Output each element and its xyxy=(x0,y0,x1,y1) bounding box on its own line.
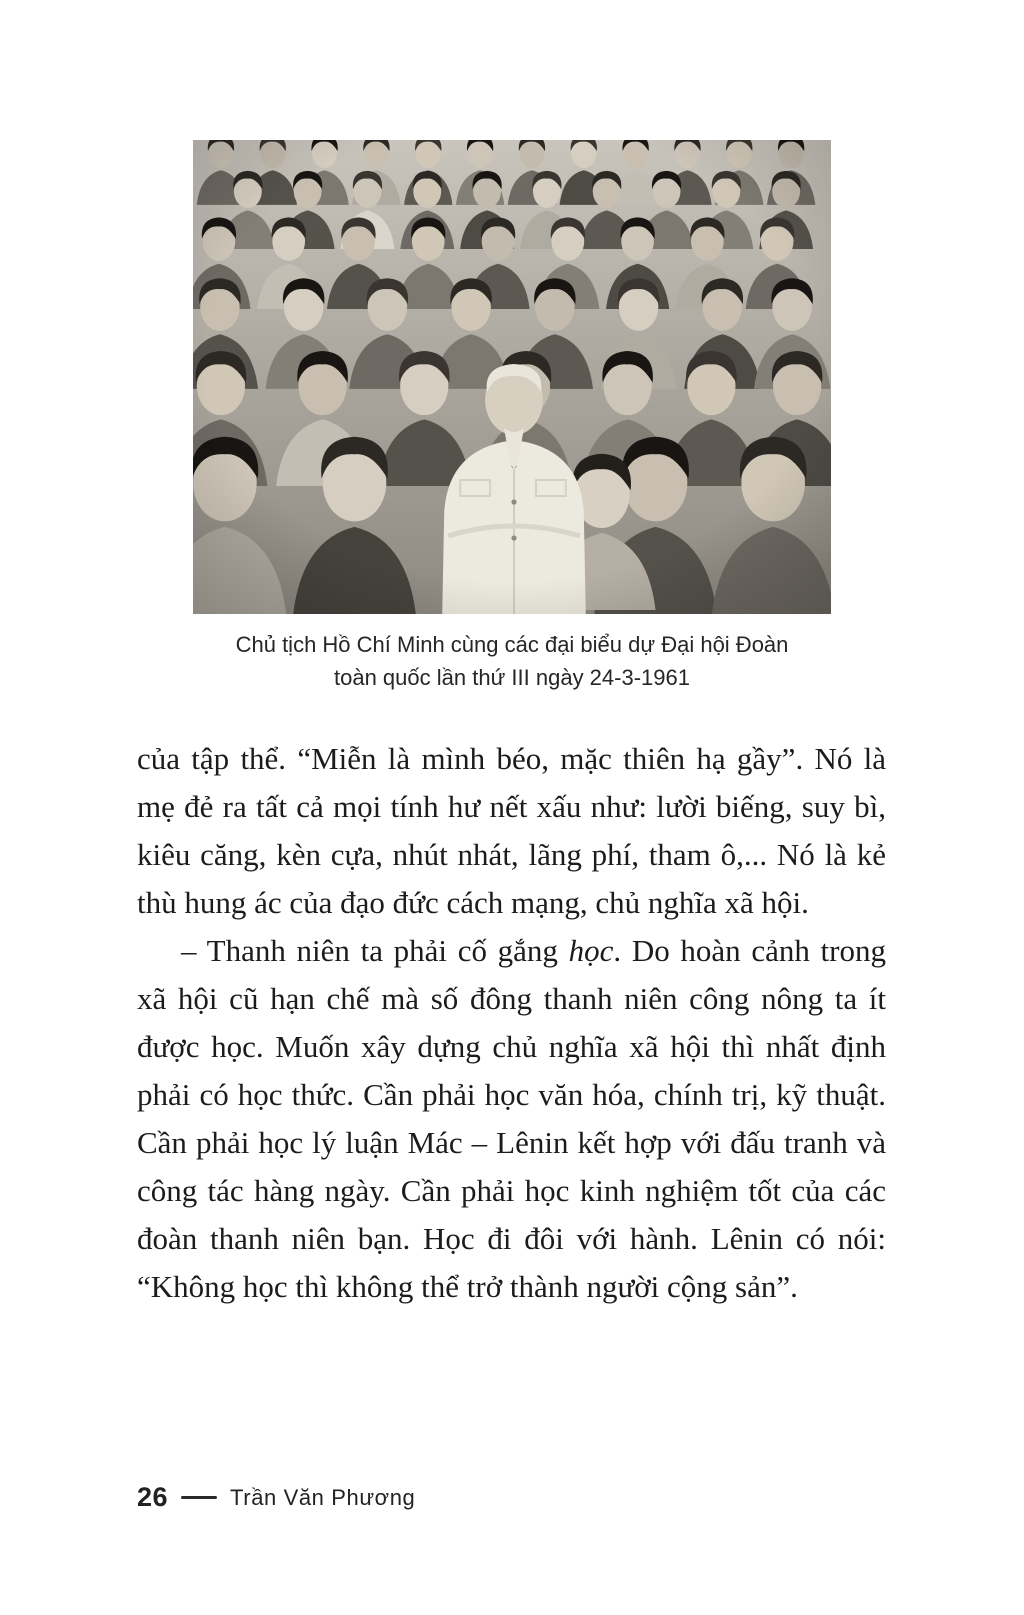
page-number: 26 xyxy=(137,1482,169,1512)
caption-line-1: Chủ tịch Hồ Chí Minh cùng các đại biểu dự Đại hội Đoàn xyxy=(235,632,789,657)
author-name: Trần Văn Phương xyxy=(230,1484,416,1510)
photo xyxy=(193,140,831,614)
paragraph-2-lead: – Thanh niên ta phải cố gắng xyxy=(181,933,569,968)
body-text xyxy=(137,735,886,1311)
paragraph-2 xyxy=(137,927,886,1311)
crowd-photo-illustration xyxy=(193,140,831,614)
paragraph-2-italic-word: học xyxy=(568,933,614,968)
caption-line-2: toàn quốc lần thứ III ngày 24-3-1961 xyxy=(334,665,690,690)
photo-figure xyxy=(0,140,1024,694)
paragraph-2-rest: . Do hoàn cảnh trong xã hội cũ hạn chế mà số đông thanh niên công nông ta ít được học. Muốn xây dựng chủ nghĩa xã hội thì nhất định phải có học thức. Cần phải học văn hóa, chính trị, kỹ thuật. Cần phải học lý luận Mác – Lênin kết hợp với đấu tranh và công tác hàng ngày. Cần phải học kinh nghiệm tốt của các đoàn thanh niên bạn. Học đi đôi với hành. Lênin có nói: “Không học thì không thể trở thành người cộng sản”. xyxy=(137,933,886,1304)
page-footer xyxy=(137,1482,415,1513)
paragraph-1: của tập thể. “Miễn là mình béo, mặc thiên hạ gầy”. Nó là mẹ đẻ ra tất cả mọi tính hư nết xấu như: lười biếng, suy bì, kiêu căng, kèn cựa, nhút nhát, lãng phí, tham ô,... Nó là kẻ thù hung ác của đạo đức cách mạng, chủ nghĩa xã hội. xyxy=(137,741,886,920)
photo-caption xyxy=(0,628,1024,694)
footer-dash xyxy=(181,1496,217,1499)
